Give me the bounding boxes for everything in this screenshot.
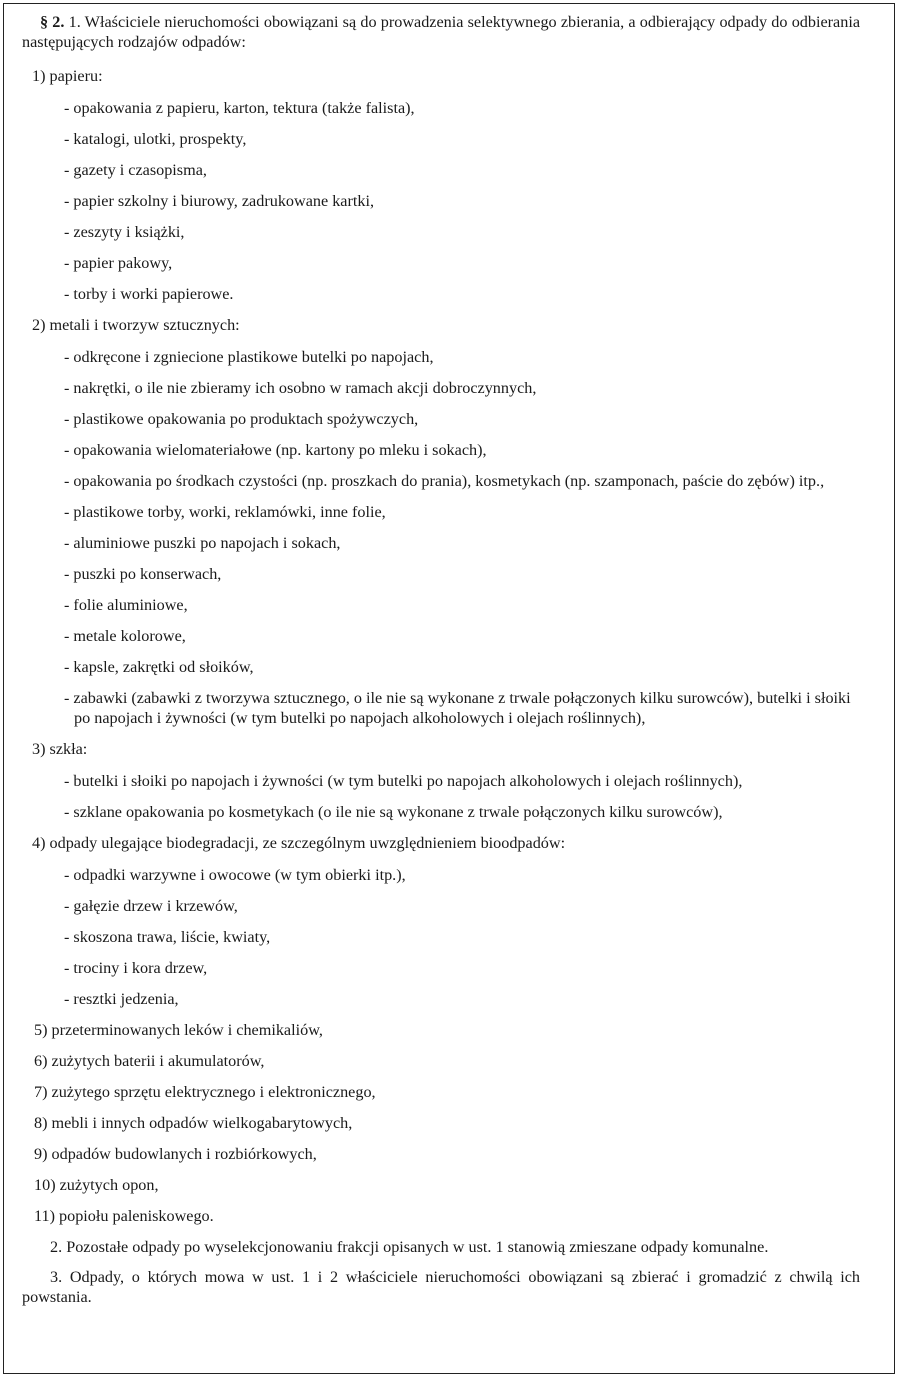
list-item: - folie aluminiowe,	[64, 596, 188, 614]
list-item: - metale kolorowe,	[64, 627, 186, 645]
list-item: - puszki po konserwach,	[64, 565, 222, 583]
list-item: - katalogi, ulotki, prospekty,	[64, 130, 247, 148]
list-item: - resztki jedzenia,	[64, 990, 179, 1008]
list-item: - torby i worki papierowe.	[64, 285, 234, 303]
list-item: - gałęzie drzew i krzewów,	[64, 897, 238, 915]
list-item: - gazety i czasopisma,	[64, 161, 207, 179]
list-item: - plastikowe torby, worki, reklamówki, inne folie,	[64, 503, 386, 521]
numbered-item: 5) przeterminowanych leków i chemikaliów,	[34, 1021, 323, 1039]
paragraph-3: 3. Odpady, o których mowa w ust. 1 i 2 właściciele nieruchomości obowiązani są zbierać i gromadzić z chwilą ich powstania.	[22, 1268, 860, 1306]
numbered-item: 6) zużytych baterii i akumulatorów,	[34, 1052, 265, 1070]
list-item: - trociny i kora drzew,	[64, 959, 208, 977]
category-label: 4) odpady ulegające biodegradacji, ze szczególnym uwzględnieniem bioodpadów:	[32, 834, 566, 852]
numbered-item: 11) popiołu paleniskowego.	[34, 1207, 214, 1225]
numbered-item: 10) zużytych opon,	[34, 1176, 159, 1194]
list-item: - opakowania z papieru, karton, tektura (także falista),	[64, 99, 415, 117]
list-item: - opakowania po środkach czystości (np. proszkach do prania), kosmetykach (np. szamponach, paście do zębów) itp.,	[64, 472, 825, 490]
intro-text: 1. Właściciele nieruchomości obowiązani są do prowadzenia selektywnego zbierania, a odbierający odpady do odbierania następujących rodzajów odpadów:	[22, 13, 861, 51]
list-item: - kapsle, zakrętki od słoików,	[64, 658, 254, 676]
list-item: - opakowania wielomateriałowe (np. kartony po mleku i sokach),	[64, 441, 487, 459]
numbered-item: 7) zużytego sprzętu elektrycznego i elektronicznego,	[34, 1083, 376, 1101]
list-item: - nakrętki, o ile nie zbieramy ich osobno w ramach akcji dobroczynnych,	[64, 379, 537, 397]
intro-paragraph	[22, 12, 860, 52]
list-item: - zeszyty i książki,	[64, 223, 185, 241]
document-body	[22, 12, 860, 1317]
section-symbol: § 2.	[40, 13, 65, 31]
numbered-list	[22, 1020, 860, 1226]
document-frame	[3, 3, 895, 1374]
list-item: - odkręcone i zgniecione plastikowe butelki po napojach,	[64, 348, 434, 366]
category-label: 3) szkła:	[32, 740, 88, 758]
paragraph-2: 2. Pozostałe odpady po wyselekcjonowaniu frakcji opisanych w ust. 1 stanowią zmieszane odpady komunalne.	[50, 1238, 769, 1256]
numbered-item: 9) odpadów budowlanych i rozbiórkowych,	[34, 1145, 317, 1163]
list-item: - skoszona trawa, liście, kwiaty,	[64, 928, 271, 946]
list-item: - odpadki warzywne i owocowe (w tym obierki itp.),	[64, 866, 406, 884]
category-metals-plastics	[22, 315, 860, 728]
category-paper	[22, 66, 860, 304]
list-item: - aluminiowe puszki po napojach i sokach,	[64, 534, 341, 552]
category-label: 2) metali i tworzyw sztucznych:	[32, 316, 240, 334]
list-item: - zabawki (zabawki z tworzywa sztucznego, o ile nie są wykonane z trwale połączonych kilku surowców), butelki i słoiki po napojach i żywności (w tym butelki po napojach alkoholowych i olejach roślinnych),	[64, 689, 851, 727]
category-glass	[22, 739, 860, 822]
list-item: - papier szkolny i biurowy, zadrukowane kartki,	[64, 192, 375, 210]
list-item: - butelki i słoiki po napojach i żywności (w tym butelki po napojach alkoholowych i olejach roślinnych),	[64, 772, 743, 790]
list-item: - plastikowe opakowania po produktach spożywczych,	[64, 410, 419, 428]
category-label: 1) papieru:	[32, 67, 103, 85]
numbered-item: 8) mebli i innych odpadów wielkogabarytowych,	[34, 1114, 353, 1132]
list-item: - papier pakowy,	[64, 254, 173, 272]
list-item: - szklane opakowania po kosmetykach (o ile nie są wykonane z trwale połączonych kilku surowców),	[64, 803, 723, 821]
category-biodegradable	[22, 833, 860, 1009]
